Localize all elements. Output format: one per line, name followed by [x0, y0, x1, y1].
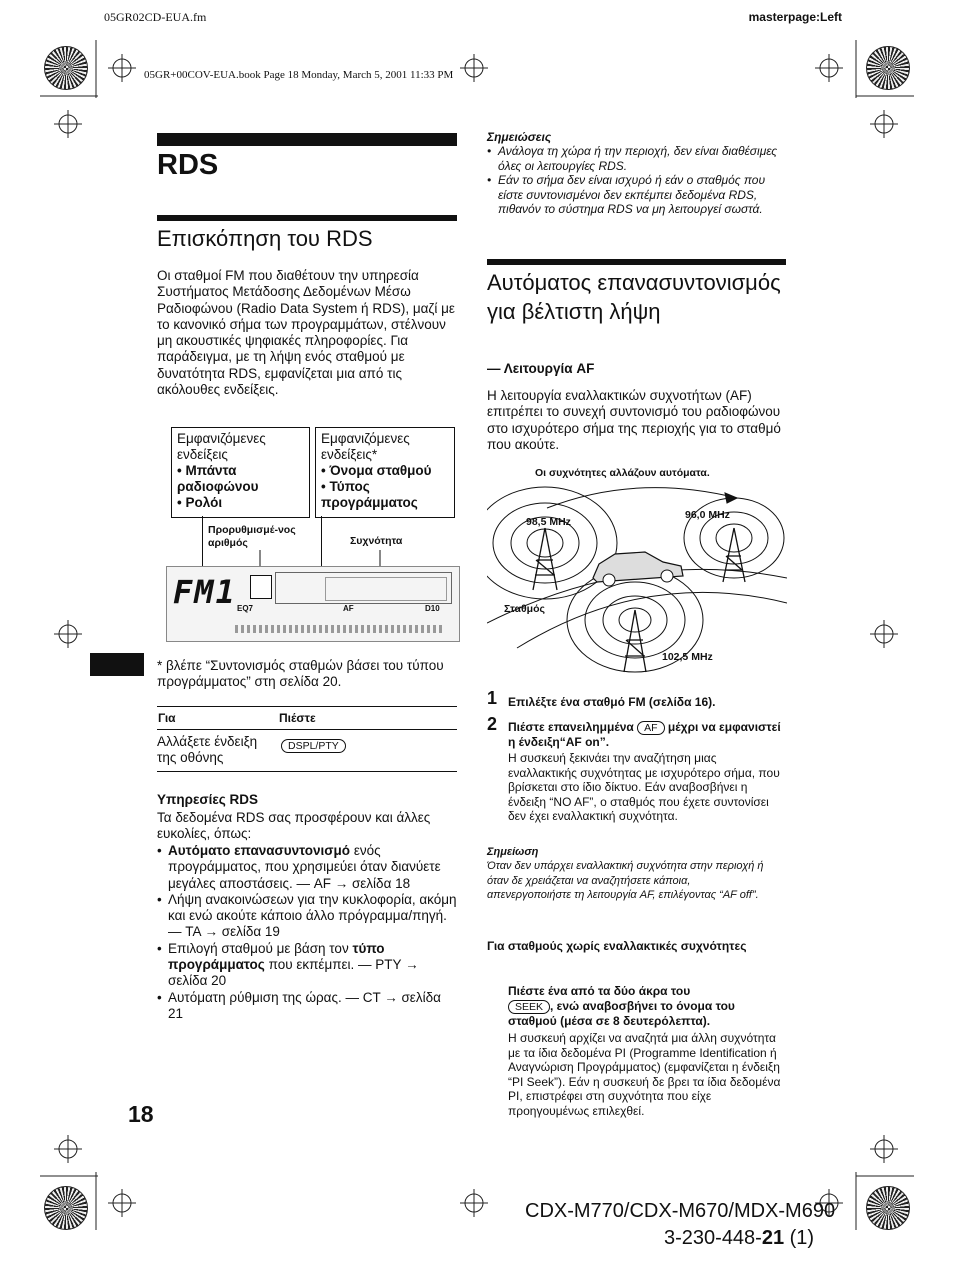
step-1-text: Επιλέξτε ένα σταθμό FM (σελίδα 16).: [508, 695, 716, 709]
box1-item: Ρολόι: [185, 495, 223, 510]
step-1-number: 1: [487, 688, 498, 708]
freq-label-1: 98,5 MHz: [526, 516, 571, 528]
af-subheading: — Λειτουργία AF: [487, 361, 595, 376]
tower-icon: [533, 528, 557, 590]
service-item: • Λήψη ανακοινώσεων για την κυκλοφορία, ακόμη και ενώ ακούτε κάποιο άλλο πρόγραμμα/πηγή. — TA → σελίδα 19: [157, 892, 457, 941]
overview-heading: Επισκόπηση του RDS: [157, 226, 373, 251]
frequency-area: [325, 577, 447, 601]
display-box-2-title: Εμφανιζόμενες ενδείξεις*: [321, 431, 410, 463]
freq-label-2: 96,0 MHz: [685, 509, 730, 521]
car-icon: [593, 552, 683, 586]
heading-rule: [487, 259, 786, 265]
service-item: • Αυτόματο επανασυντονισμό ενός προγράμματος, που χρησιμεύει όταν διανύετε μεγάλες αποστάσεις. — AF → σελίδα 18: [157, 843, 457, 892]
notes-title: Σημειώσεις: [487, 130, 552, 144]
header-book: 05GR+00COV-EUA.book Page 18 Monday, March 5, 2001 11:33 PM: [144, 69, 454, 81]
af-body: Η λειτουργία εναλλακτικών συχνοτήτων (AF) επιτρέπει το συνεχή συντονισμό του ραδιοφώνου στο ισχυρότερο σήμα της περιοχής για το σταθμό που ακούτε.: [487, 388, 781, 452]
overview-body: Οι σταθμοί FM που διαθέτουν την υπηρεσία Συστήματος Μετάδοσης Δεδομένων Μέσω Ραδιοφώνου (Radio Data System ή RDS), μαζί με το κανονικό σήμα των προγραμμάτων, στέλνουν μη ακουστικές ψηφιακές πληροφορίες. Για παράδειγμα, με τη λήψη ενός σταθμού με δυνατότητα RDS, εμφανίζεται μια από τις ακόλουθες ενδείξεις.: [157, 268, 455, 398]
level-meter: [235, 625, 445, 633]
preset-label: Προρυθμισμέ-νος αριθμός: [208, 524, 296, 549]
footer-model: CDX-M770/CDX-M670/MDX-M690: [525, 1200, 836, 1222]
tower-icon: [723, 528, 745, 582]
display-af: AF: [343, 604, 354, 613]
display-d10: D10: [425, 604, 440, 613]
note-title: Σημείωση: [487, 846, 539, 858]
services-list: [157, 843, 457, 1022]
header-masterpage: masterpage:Left: [748, 10, 842, 24]
box1-item: Μπάντα ραδιοφώνου: [177, 463, 259, 495]
station-label: Σταθμός: [504, 603, 545, 615]
preset-digit: [250, 575, 272, 599]
step-2-text-end: μέχρι να εμφανιστεί η ένδειξη“AF on”.: [508, 720, 781, 749]
step-2-body: Η συσκευή ξεκινάει την αναζήτηση μιας εναλλακτικής συχνότητας με ισχυρότερο σήμα, που βρίσκεται στο ίδιο δίκτυο. Εάν αναβοσβήνει η ένδειξη “NO AF”, ο σταθμός που έχετε συντονίσει δεν έχει εναλλακτική συχνότητα.: [508, 751, 780, 824]
display-box-1: Εμφανιζόμενες ενδείξεις • Μπάντα ραδιοφώνου • Ρολόι: [171, 427, 310, 518]
seek-key[interactable]: SEEK: [508, 1000, 550, 1014]
display-box-2: Εμφανιζόμενες ενδείξεις* • Όνομα σταθμού • Τύπος προγράμματος: [315, 427, 455, 518]
no-alt-heading: Για σταθμούς χωρίς εναλλακτικές συχνότητες: [487, 939, 747, 953]
radio-display: [166, 566, 460, 642]
display-eq: EQ7: [237, 604, 254, 613]
header-file: 05GR02CD-EUA.fm: [104, 10, 207, 24]
figure-caption: Οι συχνότητες αλλάζουν αυτόματα.: [535, 467, 710, 479]
services-intro: Τα δεδομένα RDS σας προσφέρουν και άλλες ευκολίες, όπως:: [157, 810, 431, 842]
step-2-text: Πιέστε επανειλημμένα: [508, 720, 634, 734]
note-text: Όταν δεν υπάρχει εναλλακτική συχνότητα στην περιοχή ή όταν δε χρειάζεται να αναζητήσετε κάποια, απενεργοποιήστε τη λειτουργία AF, επιλέγοντας “AF off”.: [487, 860, 764, 902]
af-key[interactable]: AF: [637, 721, 664, 735]
notes-list: [487, 144, 785, 217]
box2-item: Τύπος προγράμματος: [321, 479, 418, 511]
services-heading: Υπηρεσίες RDS: [157, 792, 259, 807]
service-item: • Αυτόματη ρύθμιση της ώρας. — CT → σελίδα 21: [157, 990, 457, 1023]
af-figure: [487, 478, 787, 678]
note-item: • Ανάλογα τη χώρα ή την περιοχή, δεν είναι διαθέσιμες όλες οι λειτουργίες RDS.: [487, 144, 785, 173]
arrow-line: [547, 488, 737, 508]
freq-label-3: 102,5 MHz: [662, 651, 713, 663]
table-head-press: Πιέστε: [279, 711, 316, 725]
footnote: * βλέπε “Συντονισμός σταθμών βάσει του τύπου προγράμματος” στη σελίδα 20.: [157, 658, 444, 690]
box2-item: Όνομα σταθμού: [329, 463, 432, 478]
no-alt-text-end: , ενώ αναβοσβήνει το όνομα του σταθμού (μέσα σε 8 δευτερόλεπτα).: [508, 998, 735, 1028]
table-row-action: Αλλάξετε ένδειξη της οθόνης: [157, 734, 258, 766]
note-item: • Εάν το σήμα δεν είναι ισχυρό ή εάν ο σταθμός που είστε συντονισμένοι δεν εκπέμπει δεδομένα RDS, πιθανόν το σύστημα RDS να μη λειτουργεί σωστά.: [487, 173, 785, 217]
service-item: • Επιλογή σταθμού με βάση τον τύπο προγράμματος που εκπέμπει. — PTY → σελίδα 20: [157, 941, 457, 990]
no-alt-body: Η συσκευή αρχίζει να αναζητά μια άλλη συχνότητα με τα ίδια δεδομένα PI (Programme Identification ή Αναγνώριση Προγράμματος) (εμφανίζεται η ένδειξη “PI Seek”). Εάν η συσκευή δε βρει τα ίδια δεδομένα PI, επιστρέφει στη συχνότητα που είχε προηγουμένως επιλεχθεί.: [508, 1031, 781, 1118]
af-heading: Αυτόματος επανασυντονισμός για βέλτιστη λήψη: [487, 270, 781, 324]
page-title: RDS: [157, 149, 219, 181]
dspl-pty-key[interactable]: DSPL/PTY: [281, 739, 346, 753]
page-number: 18: [128, 1101, 154, 1127]
table-head-for: Για: [158, 711, 176, 725]
footer-code: 3-230-448-21 (1): [664, 1227, 815, 1249]
tower-icon: [624, 610, 646, 672]
display-band: FM1: [173, 573, 237, 611]
frequency-label: Συχνότητα: [350, 535, 403, 547]
step-2-number: 2: [487, 714, 498, 734]
no-alt-text: Πιέστε ένα από τα δύο άκρα του: [508, 984, 691, 998]
display-box-1-title: Εμφανιζόμενες ενδείξεις: [177, 431, 266, 463]
